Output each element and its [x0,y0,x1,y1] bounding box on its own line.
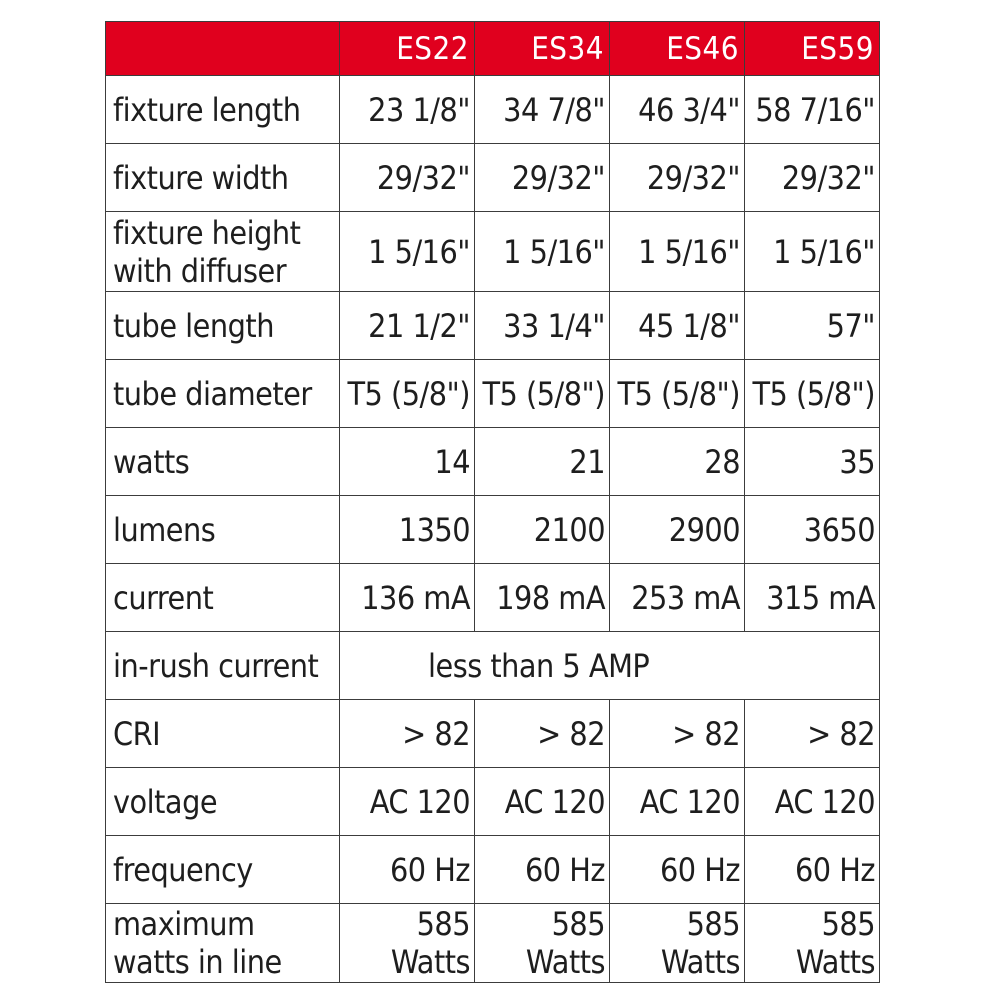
table-row [106,428,880,496]
row-label: maximum watts in line [106,904,340,983]
row-label: CRI [106,700,340,768]
cell-value: 1 5/16" [340,212,475,292]
model-header: ES22 [340,22,475,76]
table-row [106,564,880,632]
cell-value: 1 5/16" [475,212,610,292]
cell-value: > 82 [745,700,880,768]
cell-value: 198 mA [475,564,610,632]
cell-value: 29/32" [745,144,880,212]
table-row [106,212,880,292]
table-row [106,360,880,428]
row-label: tube length [106,292,340,360]
cell-value: 315 mA [745,564,880,632]
cell-value: AC 120 [475,768,610,836]
row-label: frequency [106,836,340,904]
model-header: ES46 [610,22,745,76]
cell-value: 29/32" [340,144,475,212]
cell-value: 45 1/8" [610,292,745,360]
row-label: watts [106,428,340,496]
spanning-cell-value: less than 5 AMP [340,632,880,700]
cell-value: 35 [745,428,880,496]
table-row [106,700,880,768]
row-label: fixture height with diffuser [106,212,340,292]
cell-value: 29/32" [610,144,745,212]
table-row [106,144,880,212]
header-corner-cell [106,22,340,76]
cell-value: 14 [340,428,475,496]
cell-value: 585 Watts [745,904,880,983]
cell-value: AC 120 [745,768,880,836]
row-label: fixture length [106,76,340,144]
cell-value: > 82 [610,700,745,768]
cell-value: 60 Hz [745,836,880,904]
row-label: voltage [106,768,340,836]
cell-value: 60 Hz [475,836,610,904]
cell-value: 1 5/16" [610,212,745,292]
cell-value: 2900 [610,496,745,564]
cell-value: 60 Hz [340,836,475,904]
cell-value: 57" [745,292,880,360]
row-label: in-rush current [106,632,340,700]
header-row [106,22,880,76]
table-row [106,632,880,700]
table-row [106,292,880,360]
row-label: lumens [106,496,340,564]
cell-value: 585 Watts [610,904,745,983]
table-row [106,768,880,836]
cell-value: 1 5/16" [745,212,880,292]
cell-value: AC 120 [610,768,745,836]
cell-value: 21 1/2" [340,292,475,360]
model-header: ES59 [745,22,880,76]
cell-value: 136 mA [340,564,475,632]
table-row [106,836,880,904]
cell-value: 3650 [745,496,880,564]
cell-value: 1350 [340,496,475,564]
cell-value: 33 1/4" [475,292,610,360]
cell-value: T5 (5/8") [610,360,745,428]
cell-value: 2100 [475,496,610,564]
cell-value: 21 [475,428,610,496]
cell-value: 585 Watts [475,904,610,983]
cell-value: AC 120 [340,768,475,836]
cell-value: 34 7/8" [475,76,610,144]
cell-value: 585 Watts [340,904,475,983]
row-label: tube diameter [106,360,340,428]
model-header: ES34 [475,22,610,76]
cell-value: 28 [610,428,745,496]
cell-value: T5 (5/8") [340,360,475,428]
cell-value: 23 1/8" [340,76,475,144]
cell-value: 29/32" [475,144,610,212]
cell-value: 58 7/16" [745,76,880,144]
cell-value: T5 (5/8") [475,360,610,428]
cell-value: > 82 [340,700,475,768]
specifications-table [105,21,880,983]
cell-value: 60 Hz [610,836,745,904]
row-label: fixture width [106,144,340,212]
row-label: current [106,564,340,632]
cell-value: > 82 [475,700,610,768]
cell-value: 46 3/4" [610,76,745,144]
cell-value: 253 mA [610,564,745,632]
table-row [106,904,880,983]
table-row [106,76,880,144]
table-row [106,496,880,564]
cell-value: T5 (5/8") [745,360,880,428]
